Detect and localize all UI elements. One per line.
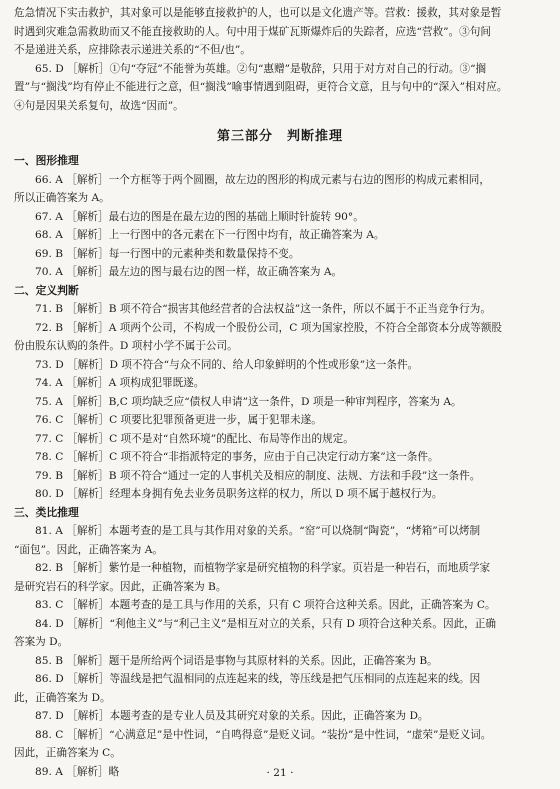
- text-line: “面包”。因此，正确答案为 A。: [14, 543, 163, 556]
- answer-76: 76. C ［解析］C 项要比犯罪预备更进一步，属于犯罪未遂。: [35, 414, 322, 426]
- text-line: 66. A ［解析］一个方框等于两个圆圈，故左边的图形的构成元素与右边的图形的构成元素相同，: [35, 173, 490, 186]
- answer-89: 89. A ［解析］略: [35, 765, 120, 778]
- text-line: 时遇到灾难急需救助而又不能直接救助的人。句中用于煤矿瓦斯爆炸后的失踪者，应选“营救”。③句间: [14, 25, 491, 38]
- answer-87: 87. D ［解析］本题考查的是专业人员及其研究对象的关系。因此，正确答案为 D。: [35, 710, 429, 722]
- text-line: 是研究岩石的科学家。因此，正确答案为 B。: [14, 580, 227, 593]
- text-line: 不是递进关系，应排除表示递进关系的“不但/也”。: [14, 44, 251, 56]
- text-line: 因此，正确答案为 C。: [14, 747, 121, 759]
- section-heading-definition: 二、定义判断: [14, 283, 79, 297]
- section-heading-analogy: 三、类比推理: [14, 505, 79, 519]
- answer-77: 77. C ［解析］C 项不是对“自然环境”的配比、布局等作出的规定。: [35, 432, 354, 445]
- answer-80: 80. D ［解析］经理本身拥有免去业务员职务这样的权力，所以 D 项不属于越权行为。: [35, 488, 443, 500]
- text-line: 81. A ［解析］本题考查的是工具与其作用对象的关系。“窑”可以烧制“陶瓷”，“烤箱”可以烤制: [35, 525, 481, 537]
- text-line: 84. D ［解析］“利他主义”与“利己主义”是相互对立的关系，只有 D 项符合这种关系。因此，正确: [35, 617, 496, 630]
- text-line: 置”与“搁浅”均有停止不能进行之意，但“搁浅”喻事情遇到阻碍，更符合文意，且与句中的“深入”相对应。: [14, 81, 508, 93]
- text-line: 份由股东认购的条件。D 项村小学不属于公司。: [14, 340, 238, 352]
- text-line: 此，正确答案为 D。: [14, 691, 111, 704]
- text-line: 72. B ［解析］A 项两个公司，不构成一个股份公司，C 项为国家控股，不符合全部资本分成等额股: [35, 321, 503, 334]
- answer-86: [14, 670, 546, 707]
- text-line: 88. C ［解析］“心满意足”是中性词，“自鸣得意”是贬义词。“装扮”是中性词，“虚荣”是贬义词。: [35, 728, 492, 741]
- answer-82: [14, 559, 546, 596]
- text-line: 危急情况下实击救护，其对象可以是能够直接救护的人，也可以是文化遗产等。营救：援救，其对象是暂: [14, 7, 502, 19]
- answer-84: [14, 615, 546, 652]
- page-number: · 21 ·: [266, 767, 294, 779]
- answer-85: 85. B ［解析］题干是所给两个词语是事物与其原材料的关系。因此，正确答案为 B。: [35, 654, 438, 667]
- part-title: 第三部分 判断推理: [216, 129, 343, 144]
- answer-69: 69. B ［解析］每一行图中的元素种类和数量保持不变。: [35, 247, 300, 260]
- text-line: 82. B ［解析］紫竹是一种植物，而植物学家是研究植物的科学家。页岩是一种岩石，而地质学家: [35, 562, 491, 574]
- answer-65: [14, 60, 546, 116]
- answer-81: [14, 522, 546, 559]
- answer-68: 68. A ［解析］上一行图中的各元素在下一行图中均有，故正确答案为 A。: [35, 229, 385, 241]
- answer-88: [14, 726, 546, 763]
- answer-71: 71. B ［解析］B 项不符合“损害其他经营者的合法权益”这一条件，所以不属于不正当竞争行为。: [35, 303, 491, 315]
- answer-75: 75. A ［解析］B,C 项均缺乏应“债权人申请”这一条件，D 项是一种审判程序，答案为 A。: [35, 395, 462, 408]
- answer-83: 83. C ［解析］本题考查的是工具与作用的关系，只有 C 项符合这种关系。因此，正确答案为 C。: [35, 599, 496, 611]
- text-line: ④句是因果关系复句，故选“因而”。: [14, 99, 184, 112]
- answer-70: 70. A ［解析］最左边的图与最右边的图一样，故正确答案为 A。: [35, 266, 343, 278]
- answer-74: 74. A ［解析］A 项构成犯罪既遂。: [35, 377, 205, 389]
- section-heading-graphics: 一、图形推理: [14, 154, 79, 167]
- text-line: 65. D ［解析］①句“夺冠”不能誉为英雄。②句“惠赠”是敬辞，只用于对方对自己的行动。③“搁: [35, 62, 487, 75]
- text-line: 答案为 D。: [14, 636, 69, 648]
- answer-73: 73. D ［解析］D 项不符合“与众不同的、给人印象鲜明的个性或形象”这一条件。: [35, 358, 419, 371]
- answer-67: 67. A ［解析］最右边的图是在最左边的图的基础上顺时针旋转 90°。: [35, 210, 364, 223]
- answer-66: [14, 171, 546, 208]
- answer-79: 79. B ［解析］B 项不符合“通过一定的人事机关及相应的制度、法规、方法和手段”这一条件。: [35, 469, 481, 482]
- text-line: 86. D ［解析］等温线是把气温相同的点连起来的线，等压线是把气压相同的点连起来的线。因: [35, 673, 481, 685]
- paragraph-top-continued: [14, 4, 546, 60]
- answer-78: 78. C ［解析］C 项不符合“非指派特定的事务，应由于自己决定行动方案”这一条件。: [35, 451, 439, 463]
- text-line: 所以正确答案为 A。: [14, 192, 110, 204]
- answer-72: [14, 319, 546, 356]
